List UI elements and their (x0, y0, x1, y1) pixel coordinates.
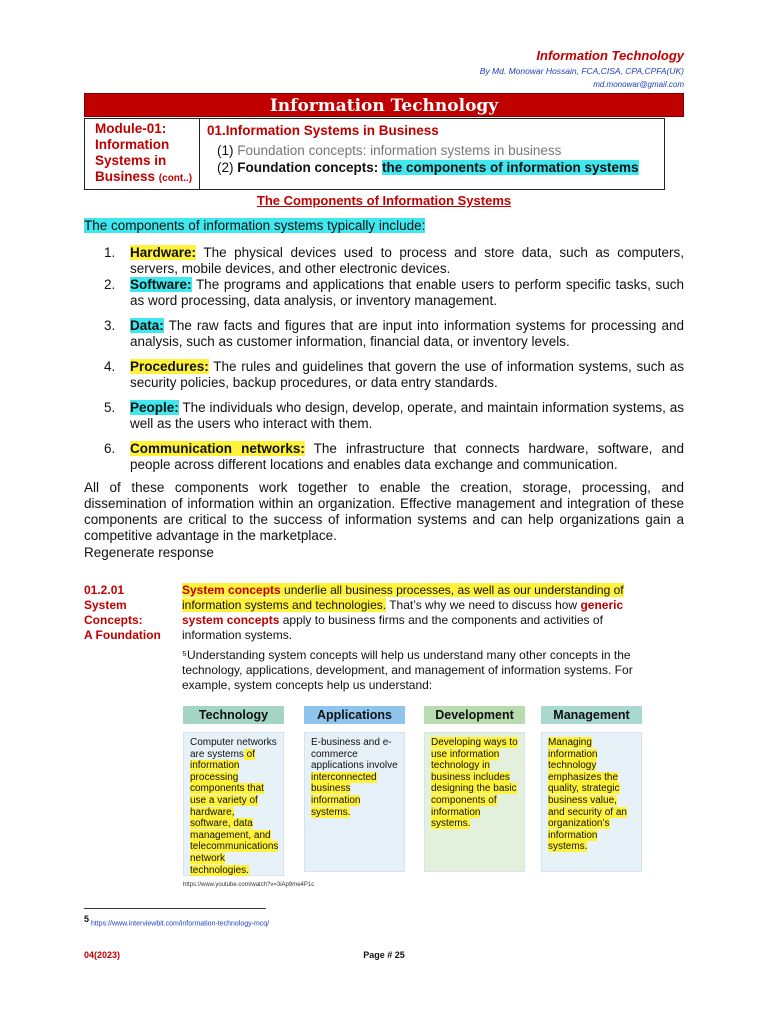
list-item: 5. People: The individuals who design, develop, operate, and maintain information systems, as well as the users who interact with them. (104, 400, 684, 431)
module-topics-cell (200, 119, 639, 189)
chapter-title: 01.Information Systems in Business (207, 123, 439, 138)
page-number: Page # 25 (363, 950, 405, 960)
column-management (541, 706, 642, 872)
module-name-2: Systems in (95, 153, 167, 168)
column-body: Computer networks are systems of information processing components that use a variety of hardware, software, data management, and telecommunications network technologies. (183, 732, 284, 876)
column-title: Applications (304, 706, 405, 724)
column-development (424, 706, 525, 872)
system-concepts-label: 01.2.01 System Concepts: A Foundation (84, 583, 161, 642)
title-banner: Information Technology (84, 93, 684, 117)
column-title: Management (541, 706, 642, 724)
column-applications (304, 706, 405, 872)
footer-date: 04(2023) (84, 950, 121, 960)
column-body: Managing information technology emphasizes the quality, strategic business value, and security of an organization’s information systems. (541, 732, 642, 872)
system-concepts-paragraph: System concepts underlie all business processes, as well as our understanding of information systems and technologies. That’s why we need to discuss how generic system concepts apply to business firms and the components and activities of information systems. (182, 583, 624, 642)
list-item: 2. Software: The programs and applications that enable users to perform specific tasks, such as word processing, data analysis, or inventory management. (104, 277, 684, 308)
footnote: $^5$ https://www.interviewbit.com/information-technology-mcq/ (84, 914, 270, 928)
column-technology (183, 706, 284, 876)
header-email: md.monowar@gmail.com (593, 80, 684, 89)
module-cont: (cont..) (158, 173, 193, 184)
column-title: Technology (183, 706, 284, 724)
topic-2: (2) Foundation concepts: the components of information systems (217, 160, 639, 175)
footnote-divider (84, 908, 266, 909)
module-label-cell (85, 119, 200, 189)
section-title: The Components of Information Systems (256, 193, 512, 208)
system-concepts-paragraph-2: ⁵Understanding system concepts will help us understand many other concepts in the technology, applications, development, and management of information systems. For example, system concepts help us understand: (182, 648, 633, 692)
topic-1: (1) Foundation concepts: information systems in business (217, 143, 562, 158)
list-item: 6. Communication networks: The infrastructure that connects hardware, software, and people across different locations and enables data exchange and communication. (104, 441, 685, 472)
column-body: Developing ways to use information technology in business includes designing the basic components of information systems. (424, 732, 525, 872)
intro-text: The components of information systems typically include: (84, 218, 426, 233)
list-item: 3. Data: The raw facts and figures that are input into information systems for processing and analysis, such as customer information, financial data, or inventory levels. (104, 318, 684, 349)
header-title: Information Technology (536, 48, 684, 63)
module-box (84, 118, 665, 190)
regenerate-text: Regenerate response (84, 545, 214, 560)
column-title: Development (424, 706, 525, 724)
module-name-1: Information (95, 137, 170, 152)
column-body: E-business and e-commerce applications involve interconnected business information systems. (304, 732, 405, 872)
youtube-link[interactable]: https://www.youtube.com/watch?v=3iAp9me4P1c (183, 882, 315, 888)
module-number: Module-01: (95, 121, 167, 136)
summary-paragraph: All of these components work together to enable the creation, storage, processing, and dissemination of information within an organization. Effective management and integration of these components are critical to the success of information systems and can help organizations gain a competitive advantage in the marketplace. (84, 480, 684, 543)
list-item: 1. Hardware: The physical devices used to process and store data, such as computers, servers, mobile devices, and other electronic devices. (104, 245, 684, 276)
components-list (104, 245, 684, 473)
module-name-3: Business (cont..) (95, 169, 193, 184)
list-item: 4. Procedures: The rules and guidelines that govern the use of information systems, such as security policies, backup procedures, or data entry standards. (104, 359, 684, 390)
footnote-link[interactable]: https://www.interviewbit.com/information-technology-mcq/ (90, 920, 270, 928)
header-author: By Md. Monowar Hossain, FCA,CISA, CPA,CPFA(UK) (479, 66, 684, 76)
